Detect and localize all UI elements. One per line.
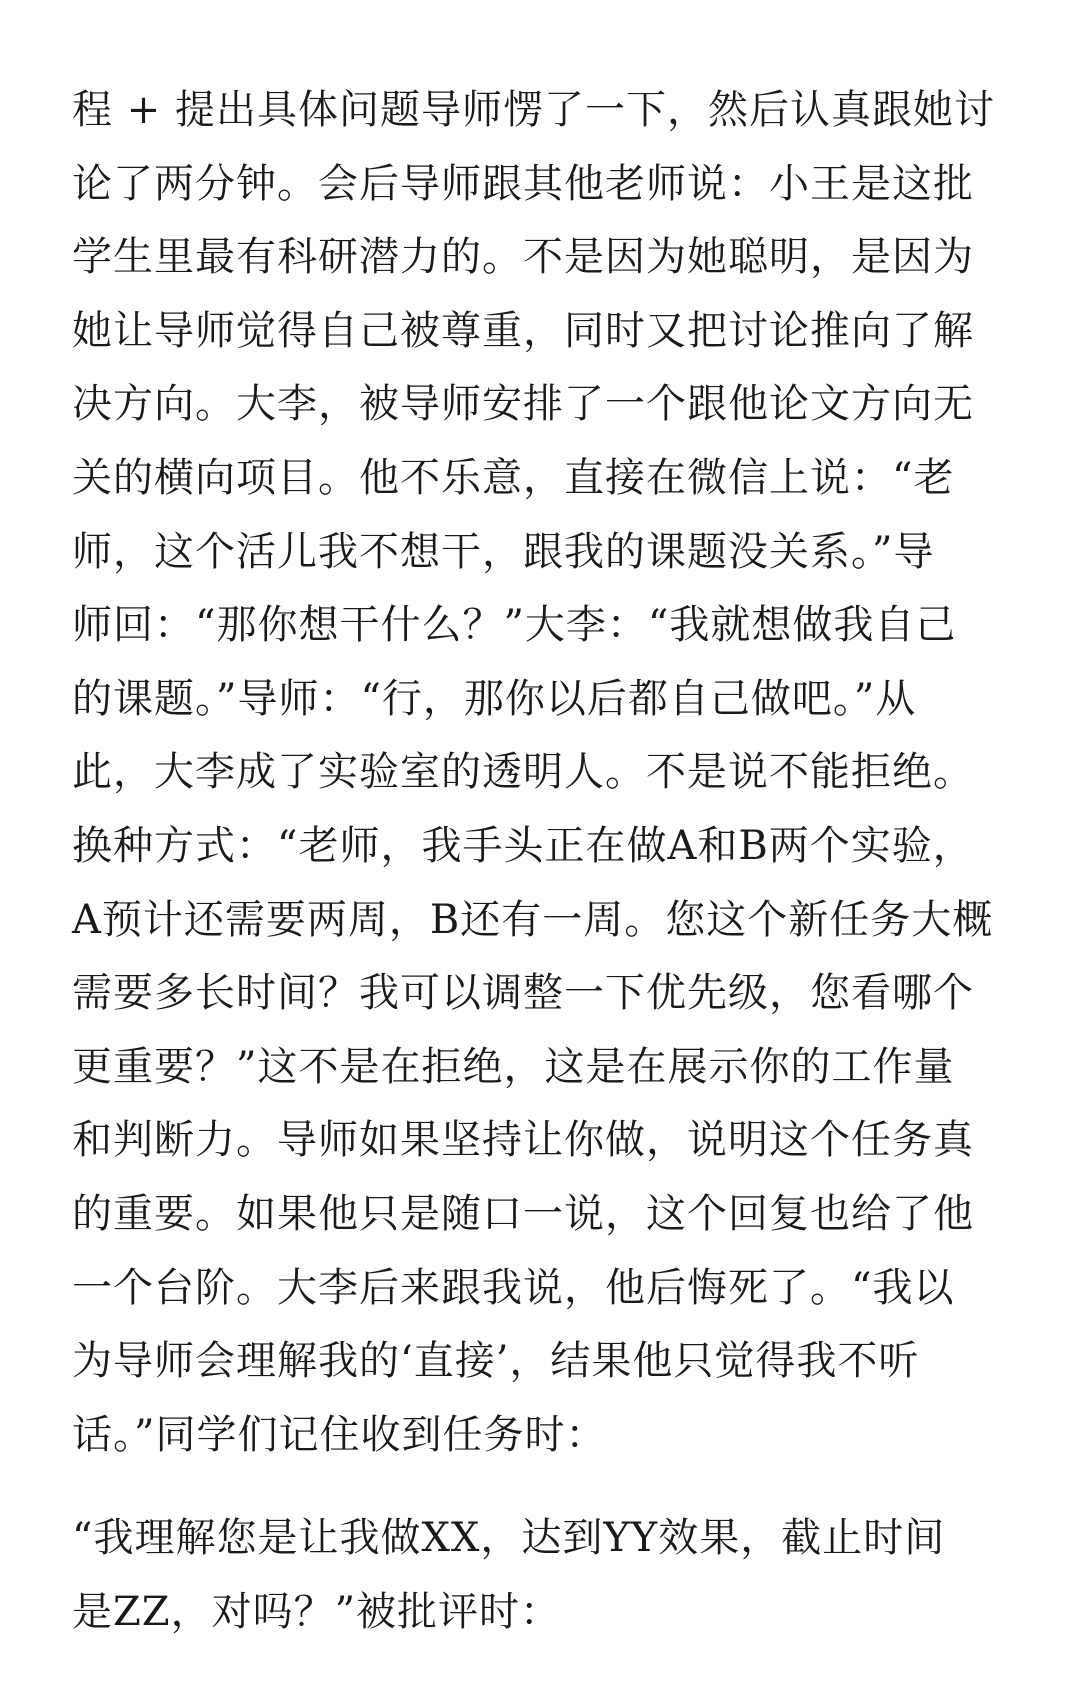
paragraph-1 (72, 74, 1012, 1472)
text-line: A预计还需要两周，B还有一周。您这个新任务大概 (72, 896, 994, 943)
text-line: 师，这个活儿我不想干，跟我的课题没关系。”导 (72, 528, 935, 575)
text-line: 话。”同学们记住收到任务时： (72, 1411, 607, 1458)
text-line: 换种方式：“老师，我手头正在做A和B两个实验， (72, 822, 974, 869)
text-line: 决方向。大李，被导师安排了一个跟他论文方向无 (72, 381, 974, 428)
text-line: 师回：“那你想干什么？”大李：“我就想做我自己 (72, 602, 957, 649)
text-line: 为导师会理解我的‘直接’，结果他只觉得我不听 (72, 1338, 920, 1385)
text-line: 的重要。如果他只是随口一说，这个回复也给了他 (72, 1190, 974, 1237)
text-line: 论了两分钟。会后导师跟其他老师说：小王是这批 (72, 160, 974, 207)
text-line: 关的横向项目。他不乐意，直接在微信上说：“老 (72, 454, 955, 501)
text-line: 和判断力。导师如果坚持让你做，说明这个任务真 (72, 1117, 974, 1164)
text-line: 此，大李成了实验室的透明人。不是说不能拒绝。 (72, 749, 974, 796)
text-line: 程 + 提出具体问题导师愣了一下，然后认真跟她讨 (72, 87, 995, 133)
text-line: 她让导师觉得自己被尊重，同时又把讨论推向了解 (72, 307, 974, 354)
paragraph-gap (72, 1472, 1012, 1502)
paragraph-2 (72, 1502, 1012, 1649)
text-line: 需要多长时间？我可以调整一下优先级，您看哪个 (72, 970, 974, 1017)
text-line: 一个台阶。大李后来跟我说，他后悔死了。“我以 (72, 1264, 955, 1311)
text-line: 是ZZ，对吗？”被批评时： (72, 1588, 562, 1635)
text-line: “我理解您是让我做XX，达到YY效果，截止时间 (72, 1515, 946, 1562)
article-body (72, 74, 1012, 1649)
text-line: 学生里最有科研潜力的。不是因为她聪明，是因为 (72, 234, 974, 281)
text-line: 的课题。”导师：“行，那你以后都自己做吧。”从 (72, 675, 917, 722)
text-line: 更重要？”这不是在拒绝，这是在展示你的工作量 (72, 1043, 955, 1090)
